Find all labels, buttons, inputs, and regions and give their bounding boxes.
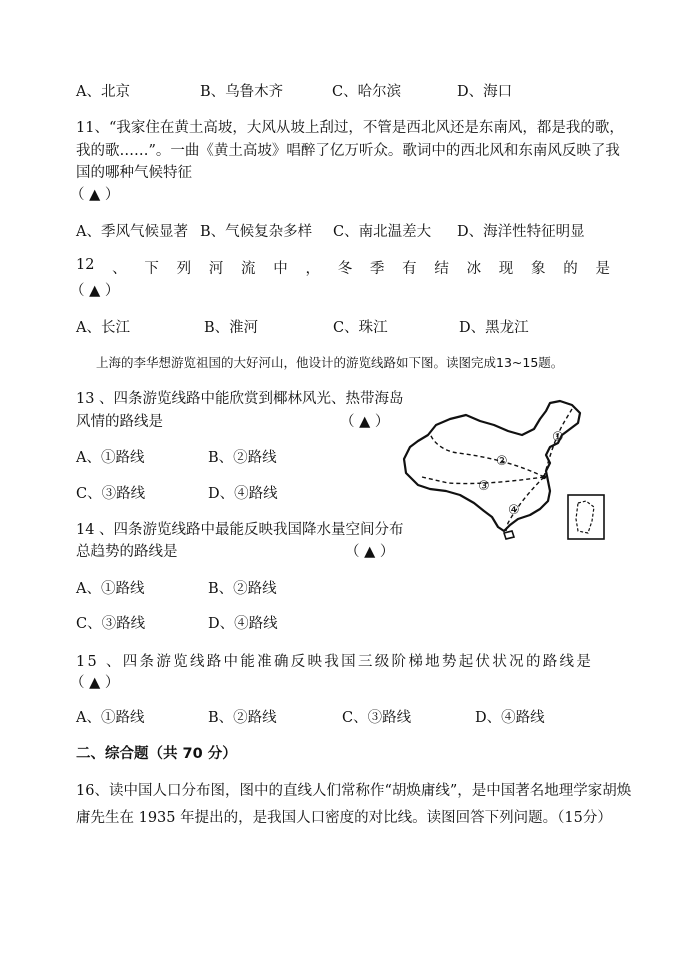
q13-option-d[interactable]: D、④路线 bbox=[208, 486, 278, 502]
q15-option-a[interactable]: A、①路线 bbox=[76, 710, 145, 726]
q13-option-c[interactable]: C、③路线 bbox=[76, 486, 146, 502]
china-outline bbox=[404, 401, 580, 531]
q12-option-c[interactable]: C、珠江 bbox=[333, 320, 388, 336]
q13-option-a[interactable]: A、①路线 bbox=[76, 450, 145, 466]
q16-text-line2: 庸先生在 1935 年提出的，是我国人口密度的对比线。读图回答下列问题。（15分） bbox=[76, 810, 612, 826]
inset-dashed-boundary bbox=[576, 501, 594, 533]
route-label-3: ③ bbox=[478, 479, 490, 494]
map-intro-text: 上海的李华想游览祖国的大好河山，他设计的游览线路如下图。读图完成13~15题。 bbox=[96, 355, 564, 370]
q10-option-c[interactable]: C、哈尔滨 bbox=[332, 84, 402, 100]
q11-text-line2: 我的歌……”。一曲《黄土高坡》唱醉了亿万听众。歌词中的西北风和东南风反映了我 bbox=[76, 143, 620, 159]
q11-option-a[interactable]: A、季风气候显著 bbox=[76, 224, 188, 240]
q11-text-line1: 11、“我家住在黄土高坡，大风从坡上刮过，不管是西北风还是东南风，都是我的歌， bbox=[76, 120, 624, 136]
q15-option-c[interactable]: C、③路线 bbox=[342, 710, 412, 726]
q11-option-c[interactable]: C、南北温差大 bbox=[333, 224, 432, 240]
q15-answer-blank: （ ▲ ） bbox=[70, 675, 120, 691]
q10-option-a[interactable]: A、北京 bbox=[76, 84, 130, 100]
q11-option-d[interactable]: D、海洋性特征明显 bbox=[457, 224, 585, 240]
q13-option-b[interactable]: B、②路线 bbox=[208, 450, 277, 466]
q13-text-line2: 风情的路线是 bbox=[76, 414, 163, 430]
q15-option-d[interactable]: D、④路线 bbox=[475, 710, 545, 726]
q15-text-line1: 15 、四条游览线路中能准确反映我国三级阶梯地势起伏状况的路线是 bbox=[76, 654, 594, 670]
q16-text-line1: 16、读中国人口分布图，图中的直线人们常称作“胡焕庸线”，是中国著名地理学家胡焕 bbox=[76, 783, 632, 799]
q10-option-b[interactable]: B、乌鲁木齐 bbox=[200, 84, 284, 100]
q11-answer-blank: （ ▲ ） bbox=[70, 187, 120, 203]
q14-option-c[interactable]: C、③路线 bbox=[76, 616, 146, 632]
q12-option-b[interactable]: B、淮河 bbox=[204, 320, 259, 336]
q14-option-d[interactable]: D、④路线 bbox=[208, 616, 278, 632]
q13-answer-blank: （ ▲ ） bbox=[340, 414, 390, 430]
q14-text-line2: 总趋势的路线是 bbox=[76, 544, 178, 560]
q14-option-b[interactable]: B、②路线 bbox=[208, 581, 277, 597]
hainan-island bbox=[504, 531, 514, 539]
china-route-map bbox=[400, 395, 612, 545]
q14-text-line1: 14 、四条游览线路中最能反映我国降水量空间分布 bbox=[76, 522, 404, 538]
section-title: 二、综合题（共 70 分） bbox=[76, 746, 237, 762]
q10-option-d[interactable]: D、海口 bbox=[457, 84, 513, 100]
q12-question-text: 12 、 下 列 河 流 中 ， 冬 季 有 结 冰 现 象 的 是 bbox=[76, 257, 610, 277]
q14-option-a[interactable]: A、①路线 bbox=[76, 581, 145, 597]
route-label-1: ① bbox=[552, 430, 564, 445]
q11-option-b[interactable]: B、气候复杂多样 bbox=[200, 224, 313, 240]
q15-option-b[interactable]: B、②路线 bbox=[208, 710, 277, 726]
route-label-4: ④ bbox=[508, 503, 520, 518]
q12-option-a[interactable]: A、长江 bbox=[76, 320, 130, 336]
route-label-2: ② bbox=[496, 454, 508, 469]
shanghai-point bbox=[542, 475, 546, 479]
route-2-line bbox=[430, 433, 544, 477]
q14-answer-blank: （ ▲ ） bbox=[345, 544, 395, 560]
q12-answer-blank: （ ▲ ） bbox=[70, 283, 120, 299]
q12-option-d[interactable]: D、黑龙江 bbox=[459, 320, 529, 336]
q13-text-line1: 13 、四条游览线路中能欣赏到椰林风光、热带海岛 bbox=[76, 391, 404, 407]
q11-text-line3: 国的哪种气候特征 bbox=[76, 165, 192, 181]
